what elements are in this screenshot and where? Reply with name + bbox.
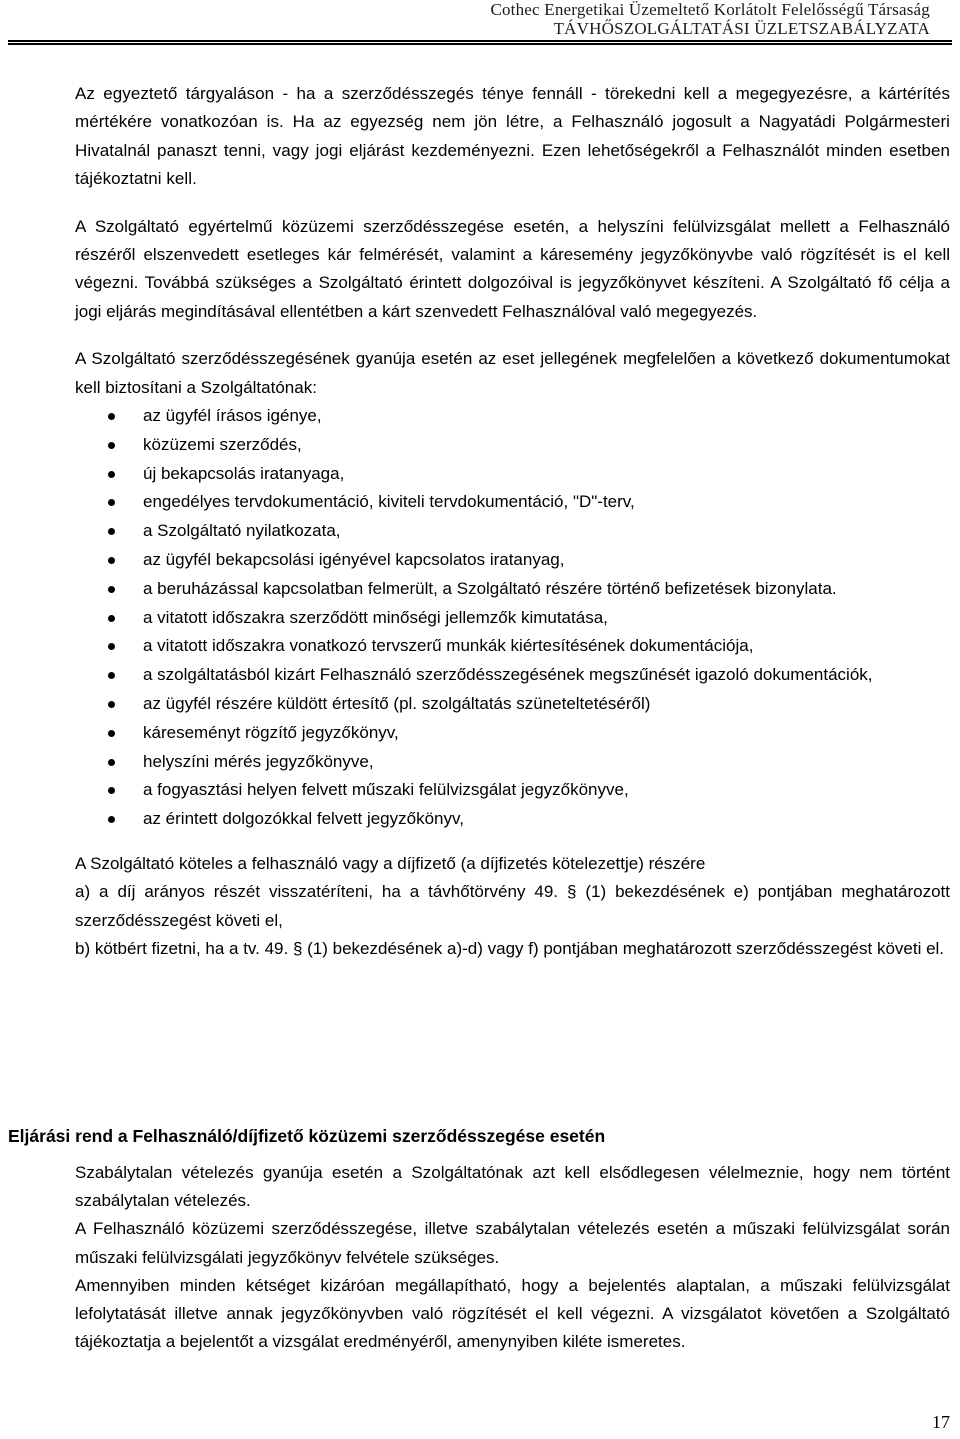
list-item: az érintett dolgozókkal felvett jegyzőkönyv, <box>75 805 950 834</box>
list-item: közüzemi szerződés, <box>75 431 950 460</box>
bullet-icon <box>108 528 115 535</box>
bullet-icon <box>108 759 115 766</box>
bullet-icon <box>108 471 115 478</box>
list-item: az ügyfél írásos igénye, <box>75 402 950 431</box>
document-list <box>75 402 950 834</box>
bullet-icon <box>108 701 115 708</box>
list-item: az ügyfél részére küldött értesítő (pl. szolgáltatás szüneteltetéséről) <box>75 690 950 719</box>
list-item: a szolgáltatásból kizárt Felhasználó szerződésszegésének megszűnését igazoló dokumentációk, <box>75 661 950 690</box>
page-number: 17 <box>932 1412 950 1432</box>
header-document-title: TÁVHŐSZOLGÁLTATÁSI ÜZLETSZABÁLYZATA <box>553 19 930 38</box>
bullet-icon <box>108 586 115 593</box>
list-item: káreseményt rögzítő jegyzőkönyv, <box>75 719 950 748</box>
list-item: a fogyasztási helyen felvett műszaki felülvizsgálat jegyzőkönyve, <box>75 776 950 805</box>
bullet-icon <box>108 442 115 449</box>
paragraph-irregular-usage: Szabálytalan vételezés gyanúja esetén a Szolgáltatónak azt kell elsődlegesen vélelmeznie, hogy nem történt szabálytalan vételezés. <box>75 1163 950 1211</box>
paragraph-technical-inspection: A Felhasználó közüzemi szerződésszegése, illetve szabálytalan vételezés esetén a műszaki felülvizsgálat során műszaki felülvizsgálati jegyzőkönyv felvétele szükséges. <box>75 1219 950 1267</box>
header-company-name: Cothec Energetikai Üzemeltető Korlátolt Felelősségű Társaság <box>490 0 930 19</box>
list-item: a beruházással kapcsolatban felmerült, a Szolgáltató részére történő befizetések bizonylata. <box>75 575 950 604</box>
list-item: új bekapcsolás iratanyaga, <box>75 460 950 489</box>
paragraph-suspicion: A Szolgáltató szerződésszegésének gyanúja esetén az eset jellegének megfelelően a következő dokumentumokat kell biztosítani a Szolgáltatónak: <box>75 349 950 397</box>
list-item: a vitatott időszakra vonatkozó tervszerű munkák kiértesítésének dokumentációja, <box>75 632 950 661</box>
bullet-icon <box>108 499 115 506</box>
bullet-icon <box>108 816 115 823</box>
section-body <box>75 1159 950 1356</box>
header-divider <box>8 40 952 45</box>
paragraph-obligation-b: b) kötbért fizetni, ha a tv. 49. § (1) bekezdésének a)-d) vagy f) pontjában meghatározott szerződésszegést követi el. <box>75 939 945 959</box>
bullet-icon <box>108 787 115 794</box>
paragraph-negotiation: Az egyeztető tárgyaláson - ha a szerződésszegés ténye fennáll - törekedni kell a megegyezésre, a kártérítés mértékére vonatkozóan is. Ha az egyezség nem jön létre, a Felhasználó jogosult a Nagyatádi Polgármesteri Hivatalnál panaszt tenni, vagy jogi eljárást kezdeményezni. Ezen lehetőségekről a Felhasználót minden esetben tájékoztatni kell. <box>75 84 950 189</box>
bullet-icon <box>108 730 115 737</box>
bullet-icon <box>108 413 115 420</box>
list-item: engedélyes tervdokumentáció, kiviteli tervdokumentáció, "D"-terv, <box>75 488 950 517</box>
list-item: helyszíni mérés jegyzőkönyve, <box>75 748 950 777</box>
paragraph-obligations-intro: A Szolgáltató köteles a felhasználó vagy a díjfizető (a díjfizetés kötelezettje) részére <box>75 854 706 874</box>
paragraph-unfounded-report: Amennyiben minden kétséget kizáróan megállapítható, hogy a bejelentés alaptalan, a műszaki felülvizsgálat lefolytatását illetve annak jegyzőkönyvben való rögzítését el kell végezni. A vizsgálatot követően a Szolgáltató tájékoztatja a bejelentőt a vizsgálat eredményéről, amenynyiben kiléte ismeretes. <box>75 1275 950 1352</box>
paragraph-obligation-a: a) a díj arányos részét visszatéríteni, ha a távhőtörvény 49. § (1) bekezdésének e) pontjában meghatározott szerződésszegést követi el, <box>75 882 950 930</box>
section-heading: Eljárási rend a Felhasználó/díjfizető közüzemi szerződésszegése esetén <box>8 1126 606 1146</box>
bullet-icon <box>108 643 115 650</box>
document-body <box>75 80 950 964</box>
paragraph-provider-breach: A Szolgáltató egyértelmű közüzemi szerződésszegése esetén, a helyszíni felülvizsgálat mellett a Felhasználó részéről elszenvedett esetleges kár felmérését, valamint a káresemény jegyzőkönyvbe való rögzítését is el kell végezni. Továbbá szükséges a Szolgáltató érintett dolgozóival is jegyzőkönyvet készíteni. A Szolgáltató fő célja a jogi eljárás megindításával ellentétben a kárt szenvedett Felhasználóval való megegyezés. <box>75 216 950 321</box>
bullet-icon <box>108 672 115 679</box>
list-item: a vitatott időszakra szerződött minőségi jellemzők kimutatása, <box>75 604 950 633</box>
page-header <box>0 0 960 38</box>
bullet-icon <box>108 557 115 564</box>
list-item: az ügyfél bekapcsolási igényével kapcsolatos iratanyag, <box>75 546 950 575</box>
list-item: a Szolgáltató nyilatkozata, <box>75 517 950 546</box>
bullet-icon <box>108 615 115 622</box>
